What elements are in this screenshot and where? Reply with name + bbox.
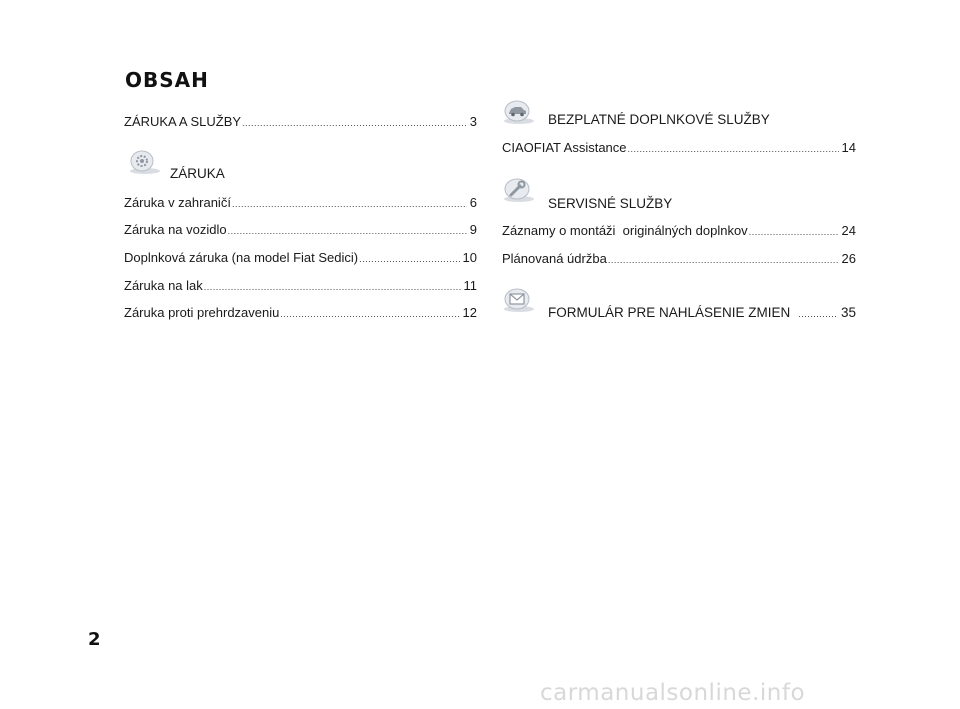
- section-heading-bezplatne: BEZPLATNÉ DOPLNKOVÉ SLUŽBY: [548, 112, 770, 127]
- toc-entry-page: 14: [841, 140, 856, 155]
- toc-entry-zaruka-a-sluzby[interactable]: [124, 114, 477, 131]
- leader-dots: [628, 141, 839, 157]
- toc-entry-label: ZÁRUKA A SLUŽBY: [124, 114, 242, 129]
- toc-entry-label: Záruka na vozidlo: [124, 222, 227, 237]
- toc-entry-label: FORMULÁR PRE NAHLÁSENIE ZMIEN: [548, 305, 791, 320]
- page-number: 2: [88, 629, 101, 650]
- section-heading-zaruka: ZÁRUKA: [170, 166, 225, 181]
- toc-entry[interactable]: [124, 305, 477, 322]
- watermark: carmanualsonline.info: [540, 680, 806, 706]
- leader-dots: [280, 306, 459, 322]
- leader-dots: [228, 223, 467, 239]
- car-icon: [502, 100, 536, 126]
- toc-entry-label: Doplnková záruka (na model Fiat Sedici): [124, 250, 359, 265]
- toc-entry[interactable]: [124, 195, 477, 212]
- toc-entry-ciaofiat[interactable]: [502, 140, 856, 157]
- toc-entry[interactable]: [124, 222, 477, 239]
- toc-entry-page: 9: [469, 222, 477, 237]
- leader-dots: [749, 224, 839, 240]
- toc-entry-label: Záruka na lak: [124, 278, 203, 293]
- toc-entry[interactable]: [502, 223, 856, 240]
- toc-entry-page: 6: [469, 195, 477, 210]
- toc-entry-label: CIAOFIAT Assistance: [502, 140, 627, 155]
- leader-dots: [359, 251, 459, 267]
- toc-entry-page: 35: [840, 305, 856, 320]
- leader-dots: [204, 279, 461, 295]
- toc-entry-label: Plánovaná údržba: [502, 251, 607, 266]
- leader-dots: [242, 115, 467, 131]
- toc-entry[interactable]: [124, 250, 477, 267]
- toc-entry-page: 26: [841, 251, 856, 266]
- toc-entry-page: 10: [462, 250, 477, 265]
- gear-icon: [128, 150, 162, 176]
- section-heading-servisne: SERVISNÉ SLUŽBY: [548, 196, 673, 211]
- leader-dots: [232, 196, 467, 212]
- wrench-icon: [502, 178, 536, 204]
- leader-dots: [608, 252, 839, 268]
- toc-entry[interactable]: [124, 278, 477, 295]
- page-title: OBSAH: [125, 68, 209, 92]
- toc-entry-page: 12: [462, 305, 477, 320]
- leader-dots: [798, 306, 838, 322]
- envelope-icon: [502, 288, 536, 314]
- toc-entry-page: 3: [469, 114, 477, 129]
- toc-entry-label: Záznamy o montáži originálných doplnkov: [502, 223, 748, 238]
- toc-entry-label: Záruka proti prehrdzaveniu: [124, 305, 280, 320]
- toc-entry-formular[interactable]: [548, 305, 856, 322]
- toc-entry-label: Záruka v zahraničí: [124, 195, 231, 210]
- toc-entry-page: 11: [463, 278, 477, 293]
- toc-entry-page: 24: [841, 223, 856, 238]
- toc-entry[interactable]: [502, 251, 856, 268]
